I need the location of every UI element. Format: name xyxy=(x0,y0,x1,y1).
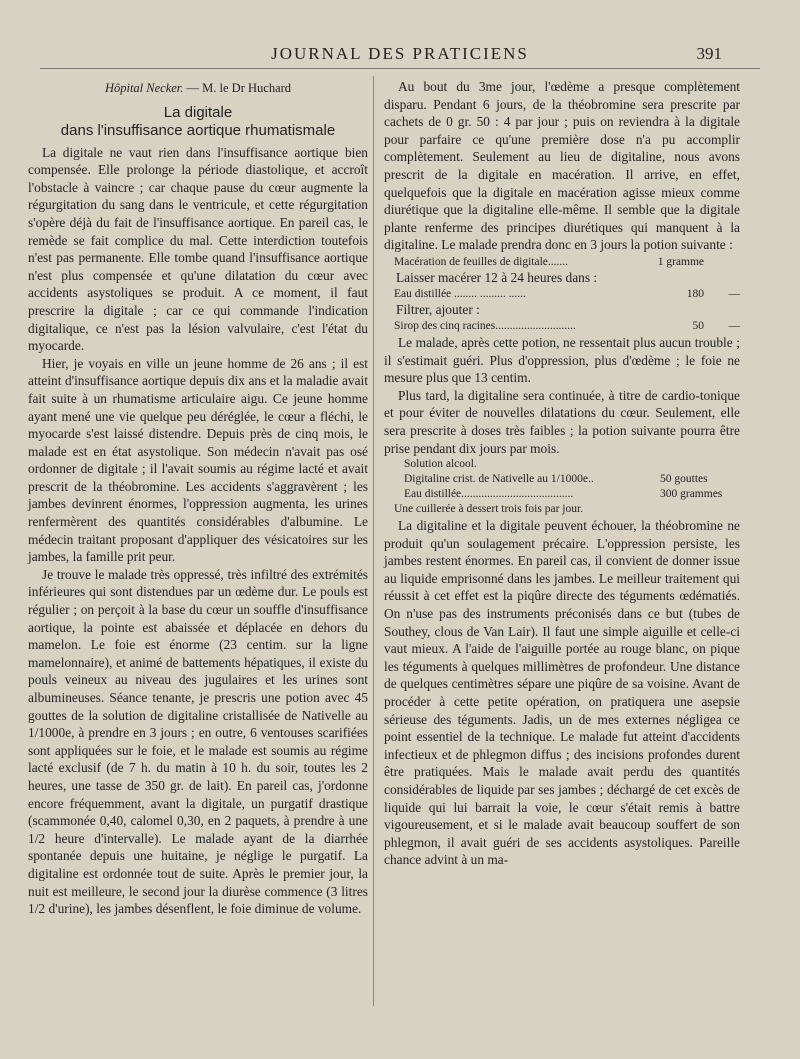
rx-unit xyxy=(704,254,740,270)
page-number: 391 xyxy=(696,44,722,63)
rx-unit: — xyxy=(728,287,740,300)
paragraph: Je trouve le malade très oppressé, très infiltré des extrémités inférieures qui sont distendues par un œdème dur. Le pouls est régulier ; on perçoit à la base du cœur un souffle d'insuffisance aortique, la pointe est abaissée et déplacée en dehors du mamelon. Le foie est énorme (23 centim. sur la ligne mamelonnaire), et animé de battements hépatiques, il existe du pouls veineux au niveau des jugulaires et les urines sont albumineuses. Séance tenante, je prescris une potion avec 45 gouttes de la solution de digitaline cristallisée de Nativelle au 1/1000e, à prendre en 3 jours ; en outre, 6 ventouses scarifiées sont appliquées sur le foie, et le malade est soumis au régime lacté exclusif (de 7 h. du matin à 10 h. du soir, toutes les 2 heures, une tasse de 350 gr. de lait). En pareil cas, j'ordonne encore fréquemment, avant la digitale, un purgatif drastique (scammonée 0,40, calomel 0,30, en 2 paquets, à prendre à une 1/2 heure d'intervalle). Le malade ayant de la diarrhée spontanée depuis une huitaine, je néglige le purgatif. La digitaline est ordonnée tout de suite. Après le premier jour, la nuit est meilleure, le second jour la diurèse commence (3 litres 1/2 d'urine), les jambes désenflent, le foie diminue de volume. xyxy=(28,566,368,917)
paragraph: La digitale ne vaut rien dans l'insuffisance aortique bien compensée. Elle prolonge la période diastolique, et accroît l'obstacle à vaincre ; car chaque pause du cœur augmente la régurgitation du sang dans le ventricule, et cette régurgitation s'opère déjà du fait de l'insuffisance aortique. En pareil cas, le remède se fait complice du mal. Cette interdiction toutefois n'est pas permanente. Elle tombe quand l'insuffisance aortique n'est plus compensée et qu'une dilatation du cœur avec accidents asystoliques se produit. A ce moment, il faut prescrire la digitale ; car ce qui commande l'indication digitalique, ce n'est pas la lésion valvulaire, c'est l'état du myocarde. xyxy=(28,144,368,354)
rx-instruction: Laisser macérer 12 à 24 heures dans : xyxy=(396,269,598,285)
author-name: — M. le Dr Huchard xyxy=(186,81,292,95)
formula-ingredient: Digitaline crist. de Nativelle au 1/1000e.. xyxy=(404,473,594,486)
rx-unit: — xyxy=(728,319,740,332)
hospital-line xyxy=(28,80,368,98)
rx-ingredient: Sirop des cinq racines............................ xyxy=(394,319,576,332)
rx-line xyxy=(384,286,740,302)
article-subtitle: dans l'insuffisance aortique rhumatismale xyxy=(60,121,336,139)
column-divider xyxy=(373,76,374,1006)
paragraph: Plus tard, la digitaline sera continuée, à titre de cardio-tonique et pour éviter de nouvelles dilatations du cœur. Seulement, elle sera prescrite à doses très faibles ; la potion suivante pourra être prise pendant dix jours par mois. xyxy=(384,387,740,456)
rx-quantity: 180 xyxy=(686,287,704,300)
paragraph: Le malade, après cette potion, ne ressentait plus aucun trouble ; il s'estimait guéri. Plus d'oppression, plus d'œdème ; le foie ne mesure plus que 13 centim. xyxy=(384,334,740,386)
hospital-name: Hôpital Necker. xyxy=(104,81,184,95)
formula-dosage: Une cuillerée à dessert trois fois par jour. xyxy=(394,503,584,516)
formula-amount: 50 gouttes xyxy=(660,473,708,486)
paragraph: La digitaline et la digitale peuvent échouer, la théobromine ne produit qu'un soulagement précaire. L'oppression persiste, les jambes restent énormes. En pareil cas, il convient de donner issue au liquide emprisonné dans les jambes. Le meilleur traitement qui réussit à cet effet est la piqûre directe des téguments œdématiés. On n'use pas des instruments préconisés dans ce but (tubes de Southey, clous de Van Lair). Il faut une simple aiguille et celle-ci vaut mieux. A l'aide de l'aiguille portée au rouge blanc, on pique les téguments à quelques millimètres de profondeur. Une distance de quelques centimètres sépare une piqûre de sa voisine. Avant de procéder à cette petite opération, on pratiquera une asepsie sérieuse des téguments. Jadis, un de mes externes négligea ce point essentiel de la technique. Le malade fut atteint d'accidents infectieux et de phlegmon diffus ; des incisions profondes durent être pratiquées. Mais le malade avait perdu des quantités considérables de liquide par ses jambes ; déchargé de cet excès de liquide qui lui barrait la voie, le cœur s'était remis à battre vigoureusement, et si le malade avait beaucoup souffert de son phlegmon, il avait guéri de ses accidents asystoliques. Pareille chance advint à un ma- xyxy=(384,518,740,868)
prescription-1 xyxy=(384,254,740,334)
right-column xyxy=(384,78,740,869)
paragraph: Au bout du 3me jour, l'œdème a presque complètement disparu. Pendant 6 jours, de la théobromine sera prescrite par cachets de 0 gr. 50 : 4 par jour ; puis on reviendra à la digitale pour parfaire ce qu'une première dose n'a pu accomplir complètement. Seulement au lieu de digitaline, nous avons prescrit de la digitale en macération. Il arrive, en effet, quelquefois que la digitale en macération agisse mieux comme diurétique que la digitaline elle-même. Il semble que la digitale plante renferme des principes diurétiques qui manquent à la digitaline. Le malade prendra donc en 3 jours la potion suivante : xyxy=(384,79,740,253)
rx-line xyxy=(384,318,740,334)
formula-line xyxy=(404,472,740,487)
paragraph: Hier, je voyais en ville un jeune homme de 26 ans ; il est atteint d'insuffisance aortique depuis dix ans et la maladie avait fait suite à un rhumatisme articulaire aigu. Ce jeune homme ayant mené une vie quelque peu déréglée, le cœur a fléchi, le myocarde s'est laissé distendre. Depuis près de cinq mois, le malade est en état asystolique. Son médecin n'avait pas osé ordonner de digitale ; il l'avait soumis au régime lacté et avait prescrit de la théobromine. Les accidents s'aggravèrent ; les jambes devinrent énormes, l'oppression augmenta, les urines renfermèrent des quantités considérables d'albumine. Le médecin traitant proposant d'appliquer des vésicatoires sur les jambes, la famille prit peur. xyxy=(28,355,368,565)
rx-line xyxy=(384,254,740,270)
formula-amount: 300 grammes xyxy=(660,488,723,501)
rx-quantity: 1 gramme xyxy=(657,255,704,268)
rx-instruction: Filtrer, ajouter : xyxy=(396,301,480,317)
rx-quantity: 50 xyxy=(692,319,704,332)
rx-ingredient: Eau distillée ........ ......... ...... xyxy=(394,287,526,300)
prescription-2 xyxy=(384,457,740,517)
rx-ingredient: Macération de feuilles de digitale....... xyxy=(394,255,569,268)
formula-heading: Solution alcool. xyxy=(404,458,477,471)
formula-ingredient: Eau distillée....................................... xyxy=(404,488,574,501)
running-header xyxy=(40,44,760,69)
journal-title: JOURNAL DES PRATICIENS xyxy=(271,44,529,63)
left-column xyxy=(28,80,368,918)
article-title: La digitale xyxy=(163,103,233,121)
formula-line xyxy=(404,487,740,502)
